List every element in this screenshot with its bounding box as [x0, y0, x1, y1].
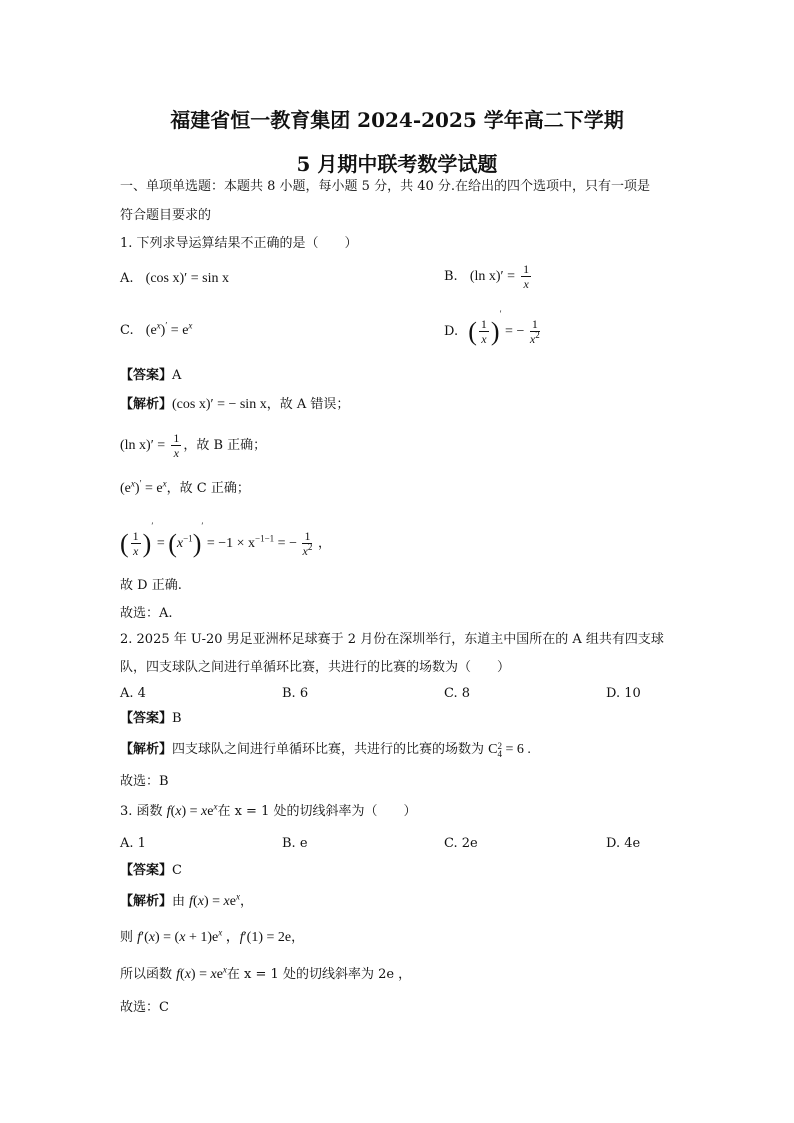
answer-value: C	[172, 863, 182, 878]
q2-choice: 故选：B	[120, 774, 169, 789]
equals-part: = e	[141, 481, 163, 496]
equals-part: = −	[277, 536, 297, 551]
q1-option-b	[444, 262, 533, 291]
q1-option-b-lhs: (ln x)′ =	[469, 269, 515, 284]
q3-analysis-line1	[120, 893, 253, 911]
fraction-denominator: x	[481, 332, 487, 347]
analysis-tag: 【解析】	[120, 742, 173, 757]
q1-option-b-fraction	[521, 262, 531, 291]
analysis-middle: = −1 × x	[206, 536, 256, 551]
analysis-fraction	[171, 431, 181, 460]
section-heading-line1: 一、单项单选题：本题共 8 小题，每小题 5 分，共 40 分.在给出的四个选项中，只有一项是	[120, 179, 651, 194]
exponent: x	[156, 320, 161, 331]
analysis-formula: (ln x)′ =	[120, 438, 166, 453]
analysis-text: ，故 B 正确；	[183, 438, 267, 453]
q2-option-b: B. 6	[282, 686, 309, 701]
q3-stem-prefix: 3. 函数	[120, 804, 167, 819]
q1-option-c-label: C.	[120, 323, 134, 338]
analysis-formula: $f'(x) = (x + 1)e^x$ ，f′(1) = 2e	[137, 927, 292, 945]
answer-value: A	[172, 368, 182, 383]
page-title-line1: 福建省恒一教育集团 2024-2025 学年高二下学期	[170, 108, 624, 132]
q1-option-a	[120, 270, 229, 288]
fraction-numerator: 1	[523, 262, 530, 276]
fraction-denominator: x	[523, 277, 529, 291]
result-exponent: x	[162, 478, 167, 489]
analysis-text: 所以函数	[120, 967, 177, 982]
answer-tag: 【答案】	[120, 368, 173, 383]
q3-stem-text: 在 x = 1 处的切线斜率为（ ）	[217, 804, 417, 819]
answer-tag: 【答案】	[120, 863, 173, 878]
answer-value: B	[172, 711, 182, 726]
q3-option-c: C. 2e	[444, 836, 478, 851]
q1-analysis-line3	[120, 480, 250, 498]
q1-answer	[120, 367, 181, 385]
q2-analysis	[120, 741, 531, 759]
fraction-numerator: 1	[304, 529, 311, 544]
equals-part: = e	[167, 323, 189, 338]
analysis-formula-tail: = 6 .	[502, 742, 531, 757]
q1-option-c	[120, 322, 192, 340]
analysis-formula: C 2 4 = 6 .	[488, 740, 531, 759]
exponent: x	[130, 478, 135, 489]
q3-analysis-line3	[120, 966, 411, 984]
analysis-tag: 【解析】	[120, 397, 173, 412]
exponent: 2	[307, 542, 313, 553]
q1-analysis-line4	[120, 521, 331, 559]
analysis-tag: 【解析】	[120, 894, 173, 909]
exponent: 2	[535, 330, 540, 341]
q1-analysis-line5: 故 D 正确.	[120, 578, 182, 593]
q1-option-a-formula: (cos x)′ = sin x	[145, 271, 229, 286]
q2-stem-line2: 队，四支球队之间进行单循环比赛，共进行的比赛的场数为（ ）	[120, 660, 511, 675]
q1-stem: 1. 下列求导运算结果不正确的是（ ）	[120, 236, 358, 251]
analysis-text: 则	[120, 930, 138, 945]
analysis-formula: (cos x)′ = − sin x	[172, 397, 267, 412]
q2-option-c: C. 8	[444, 686, 471, 701]
q1-analysis-line1	[120, 396, 349, 414]
analysis-formula: $f(x) = xe^x$	[189, 891, 240, 909]
q1-option-d-label: D.	[444, 324, 459, 339]
equals-part: = −	[505, 324, 525, 339]
q1-choice: 故选：A.	[120, 606, 173, 621]
exponent: −1−1	[255, 533, 275, 544]
q1-option-d-formula: ( $\frac{1}{x}$ )′ = − $\frac{1}{x^2}$	[468, 309, 540, 347]
q2-option-d: D. 10	[606, 686, 641, 701]
base: e	[124, 481, 131, 496]
q2-option-a: A. 4	[120, 686, 146, 701]
q1-analysis-line2	[120, 431, 266, 460]
q1-option-a-label: A.	[120, 271, 134, 286]
q2-answer	[120, 710, 182, 728]
section-heading-line2: 符合题目要求的	[120, 208, 212, 223]
analysis-formula: ( $\frac{1}{x}$ )$' = (x^{-1})' = -1 \times x^{-1-1}$ = − $\frac{1}{x^2}$	[120, 521, 313, 559]
q3-stem	[120, 803, 416, 821]
q3-function-formula: $f(x) = xe^x$	[166, 801, 218, 819]
fraction-numerator: 1	[480, 317, 487, 332]
q3-option-b: B. e	[282, 836, 308, 851]
q1-option-d	[444, 309, 542, 347]
analysis-text: ，	[291, 930, 305, 945]
q3-answer	[120, 862, 182, 880]
q3-analysis-line2	[120, 929, 304, 947]
q1-option-b-label: B.	[444, 269, 458, 284]
analysis-text: ，故 A 错误；	[266, 397, 350, 412]
answer-tag: 【答案】	[120, 711, 173, 726]
analysis-text: ，故 C 正确；	[166, 481, 250, 496]
q3-option-d: D. 4e	[606, 836, 641, 851]
q2-stem-line1: 2. 2025 年 U-20 男足亚洲杯足球赛于 2 月份在深圳举行，东道主中国所在的 A 组共有四支球	[120, 632, 664, 647]
fraction-denominator: x	[529, 332, 536, 347]
analysis-text: ，	[317, 536, 331, 551]
fraction-numerator: 1	[531, 317, 538, 332]
result-exponent: x	[188, 320, 193, 331]
page-title-line2: 5 月期中联考数学试题	[296, 152, 498, 176]
fraction-numerator: 1	[132, 529, 139, 544]
analysis-formula: $f(x) = xe^x$	[176, 964, 227, 982]
analysis-formula: $(e^x)' = e^x$	[120, 478, 167, 496]
analysis-text: 四支球队之间进行单循环比赛，共进行的比赛的场数为	[172, 742, 489, 757]
analysis-text: ，	[239, 894, 253, 909]
fraction-denominator: x	[173, 446, 179, 460]
fraction-denominator: x	[133, 544, 139, 559]
analysis-text: 由	[172, 894, 190, 909]
q3-option-a: A. 1	[120, 836, 146, 851]
fraction-numerator: 1	[173, 431, 180, 445]
base: e	[150, 323, 157, 338]
fraction-denominator: x	[302, 544, 308, 559]
q1-option-c-formula: $(e^x)' = e^x$	[145, 320, 193, 338]
analysis-text: 在 x = 1 处的切线斜率为 2e ，	[226, 967, 412, 982]
q3-choice: 故选：C	[120, 1000, 169, 1015]
